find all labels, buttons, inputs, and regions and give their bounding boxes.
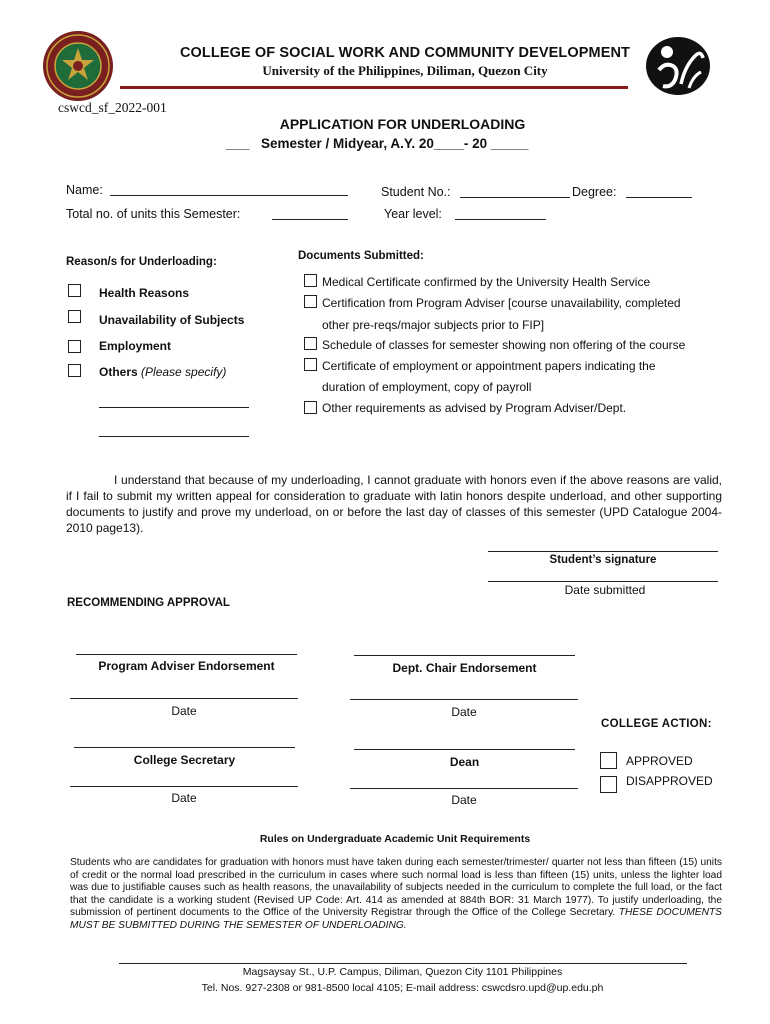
approved-checkbox[interactable] — [600, 752, 617, 769]
health-reasons-checkbox[interactable] — [68, 284, 81, 297]
doc-other-label: Other requirements as advised by Program Adviser/Dept. — [322, 401, 627, 415]
up-seal-logo — [42, 30, 114, 102]
recommending-heading: RECOMMENDING APPROVAL — [67, 597, 230, 609]
dept-chair-date-line[interactable] — [350, 699, 578, 700]
others-label-text: Others — [99, 365, 138, 379]
employment-checkbox[interactable] — [68, 340, 81, 353]
year-level-field[interactable] — [455, 219, 546, 220]
doc-medical-checkbox[interactable] — [304, 274, 317, 287]
degree-field[interactable] — [626, 197, 692, 198]
disapproved-label: DISAPPROVED — [626, 774, 713, 788]
doc-medical-label: Medical Certificate confirmed by the University Health Service — [322, 275, 651, 289]
dept-chair-signature-line[interactable] — [354, 655, 575, 656]
form-code: cswcd_sf_2022-001 — [58, 100, 167, 115]
dept-chair-date-label: Date — [451, 705, 477, 719]
cswcd-logo — [645, 36, 711, 96]
student-signature-line[interactable] — [488, 551, 718, 552]
date-submitted-line[interactable] — [488, 581, 718, 582]
footer-contact: Tel. Nos. 927-2308 or 981-8500 local 4105; E-mail address: cswcdsro.upd@up.edu.ph — [201, 982, 604, 994]
employment-label: Employment — [99, 339, 172, 353]
dean-date-line[interactable] — [350, 788, 578, 789]
date-submitted-label: Date submitted — [564, 583, 646, 597]
college-secretary-signature-line[interactable] — [74, 747, 295, 748]
student-no-field[interactable] — [460, 197, 570, 198]
total-units-label: Total no. of units this Semester: — [66, 207, 241, 221]
name-label: Name: — [66, 183, 103, 197]
degree-label: Degree: — [572, 185, 617, 199]
doc-certification-label-2: other pre-reqs/major subjects prior to FIP] — [322, 318, 545, 332]
others-note: (Please specify) — [141, 365, 227, 379]
unavailability-label: Unavailability of Subjects — [99, 313, 245, 327]
college-action-heading: COLLEGE ACTION: — [601, 718, 712, 730]
program-adviser-signature-line[interactable] — [76, 654, 297, 655]
reasons-heading: Reason/s for Underloading: — [66, 256, 217, 268]
semester-prefix: ___ — [226, 135, 250, 151]
dept-chair-label: Dept. Chair Endorsement — [392, 661, 537, 675]
name-field[interactable] — [110, 195, 348, 196]
student-signature-label: Student’s signature — [549, 554, 657, 566]
college-secretary-label: College Secretary — [133, 753, 236, 767]
disapproved-checkbox[interactable] — [600, 776, 617, 793]
health-reasons-label: Health Reasons — [99, 286, 190, 300]
doc-other-checkbox[interactable] — [304, 401, 317, 414]
doc-certification-label: Certification from Program Adviser [course unavailability, completed — [322, 296, 681, 310]
form-title: APPLICATION FOR UNDERLOADING — [279, 116, 526, 132]
underload-statement: I understand that because of my underloading, I cannot graduate with honors even if the above reasons are valid, if I fail to submit my written appeal for consideration to graduate with latin honors despite underload, and other supporting documents to justify and prove my underload, on or before the last day of classes of this semester (UPD Catalogue 2004-2010 page13). — [66, 473, 722, 535]
doc-certification-checkbox[interactable] — [304, 295, 317, 308]
rules-paragraph — [70, 857, 722, 933]
rules-body: Students who are candidates for graduation with honors must have taken during each semester/trimester/ quarter not less than fifteen (15) units of credit or the normal load prescribed in the curriculum in cases where such normal load is less than fifteen (15) units, unless the lighter load was due to justifiable causes such as health reasons, the unavailability of subjects needed in the curriculum to complete the full load, or the fact that the candidate is a working student (Revised UP Code: Art. 414 as amended at 884th BOR: 31 March 1977). To justify underloading, the submission of pertinent documents to the Office of the University Registrar through the Office of the College Secretary. — [70, 857, 722, 919]
doc-schedule-checkbox[interactable] — [304, 337, 317, 350]
others-label — [99, 365, 226, 379]
footer-address: Magsaysay St., U.P. Campus, Diliman, Quezon City 1101 Philippines — [242, 966, 563, 978]
total-units-field[interactable] — [272, 219, 348, 220]
university-name: University of the Philippines, Diliman, Quezon City — [262, 63, 548, 78]
unavailability-checkbox[interactable] — [68, 310, 81, 323]
dean-label: Dean — [449, 755, 480, 769]
header-rule — [120, 86, 628, 89]
doc-employment-label: Certificate of employment or appointment papers indicating the — [322, 359, 656, 373]
year-level-label: Year level: — [384, 207, 442, 221]
dean-date-label: Date — [451, 793, 477, 807]
footer-rule — [119, 963, 687, 964]
program-adviser-label: Program Adviser Endorsement — [98, 659, 275, 673]
semester-line: Semester / Midyear, A.Y. 20____- 20 _____ — [261, 136, 529, 151]
doc-employment-label-2: duration of employment, copy of payroll — [322, 380, 532, 394]
dean-signature-line[interactable] — [354, 749, 575, 750]
rules-heading: Rules on Undergraduate Academic Unit Requirements — [259, 833, 531, 845]
others-specify-line-1[interactable] — [99, 407, 249, 408]
doc-schedule-label: Schedule of classes for semester showing non offering of the course — [322, 338, 686, 352]
doc-employment-checkbox[interactable] — [304, 358, 317, 371]
program-adviser-date-line[interactable] — [70, 698, 298, 699]
college-secretary-date-label: Date — [171, 791, 197, 805]
documents-heading: Documents Submitted: — [298, 250, 424, 262]
approved-label: APPROVED — [626, 754, 693, 768]
program-adviser-date-label: Date — [171, 704, 197, 718]
student-no-label: Student No.: — [381, 185, 451, 199]
others-specify-line-2[interactable] — [99, 436, 249, 437]
college-secretary-date-line[interactable] — [70, 786, 298, 787]
others-checkbox[interactable] — [68, 364, 81, 377]
college-name: COLLEGE OF SOCIAL WORK AND COMMUNITY DEVELOPMENT — [179, 45, 630, 61]
rules-emphasis: THESE DOCUMENTS MUST BE SUBMITTED DURING THE SEMESTER OF UNDERLOADING. — [70, 907, 722, 931]
